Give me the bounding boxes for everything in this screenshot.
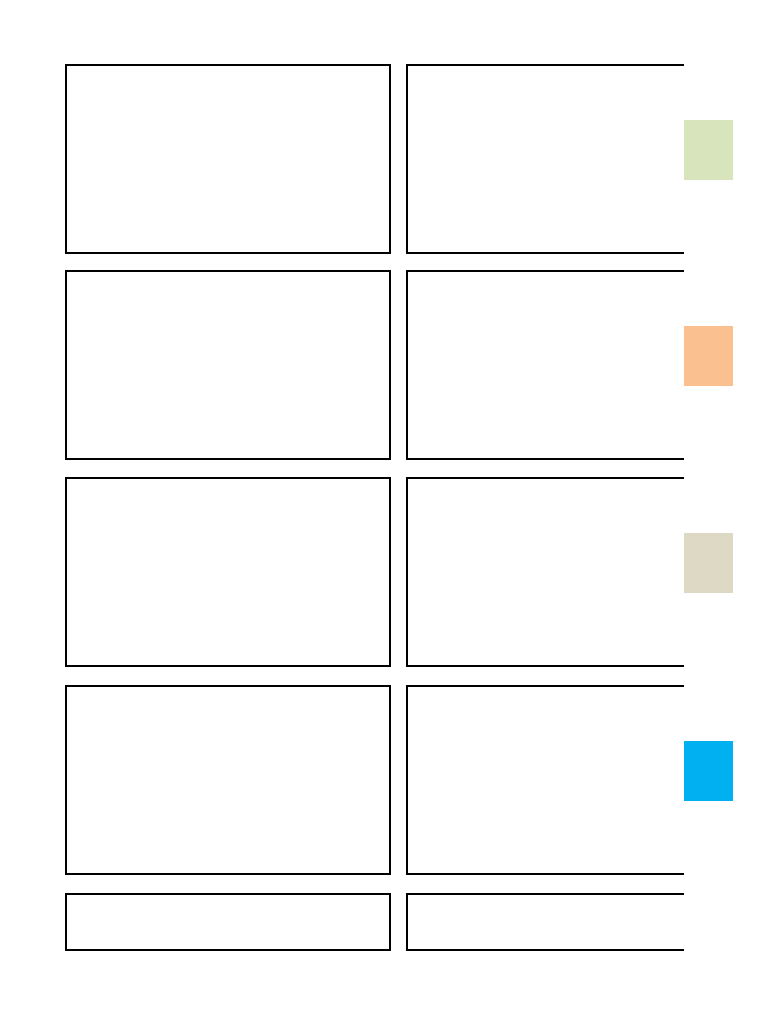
medicine-label	[65, 477, 391, 667]
name-bar-overflow	[684, 741, 733, 801]
name-bar-overflow	[684, 326, 733, 386]
medicine-label	[65, 270, 391, 460]
medicine-label	[65, 685, 391, 875]
name-bar-overflow	[684, 120, 733, 180]
medicine-label	[65, 64, 391, 254]
medicine-label-partial	[65, 893, 391, 951]
name-bar-overflow	[684, 533, 733, 593]
